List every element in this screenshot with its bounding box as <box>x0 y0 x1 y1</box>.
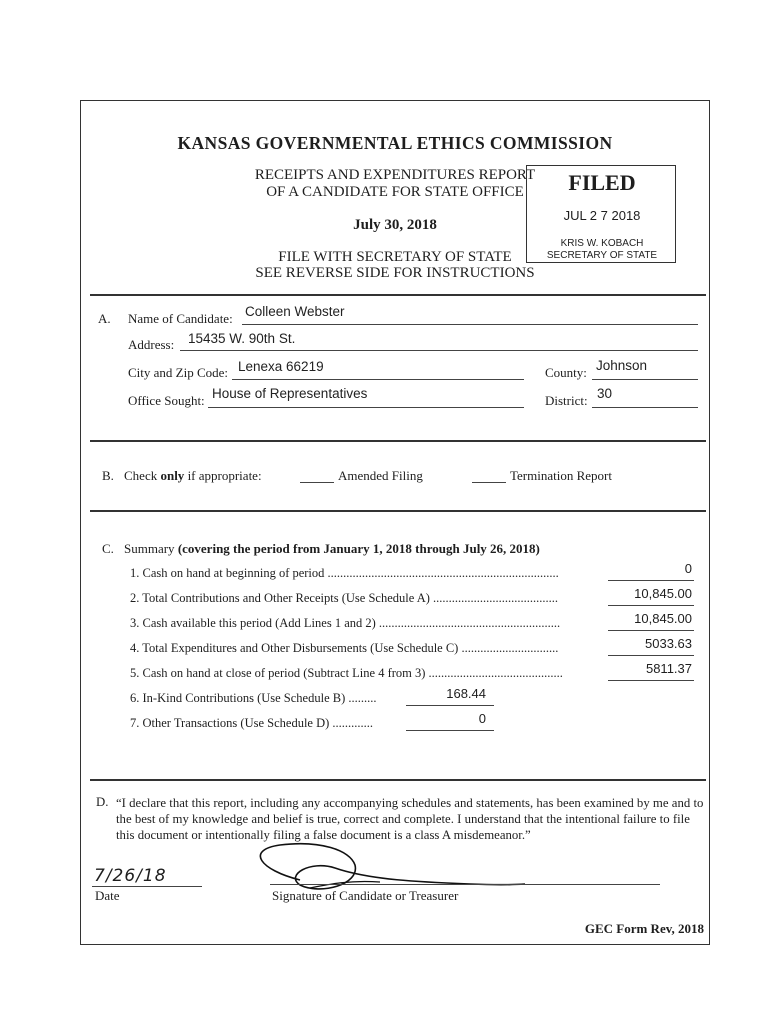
summary-line-5-value: 5811.37 <box>645 661 692 676</box>
district-value: 30 <box>597 386 613 401</box>
office-sought-value: House of Representatives <box>212 386 368 401</box>
candidate-name-value: Colleen Webster <box>245 304 345 319</box>
section-divider <box>90 294 706 296</box>
filed-stamp <box>526 165 676 263</box>
district-line <box>592 407 698 408</box>
section-c-letter: C. <box>102 541 114 556</box>
section-d-letter: D. <box>96 795 109 809</box>
form-revision: GEC Form Rev, 2018 <box>584 921 704 936</box>
summary-line-6-rule <box>406 705 494 706</box>
summary-line-3-rule <box>608 630 694 631</box>
summary-line-3-label: 3. Cash available this period (Add Lines 1 and 2) .......................................................... <box>130 616 561 630</box>
termination-report-label: Termination Report <box>510 468 612 483</box>
amended-checkbox-line[interactable] <box>300 482 334 483</box>
summary-line-4-label: 4. Total Expenditures and Other Disbursements (Use Schedule C) ............................... <box>130 641 559 655</box>
summary-line-2-value: 10,845.00 <box>634 586 692 601</box>
file-with-note: FILE WITH SECRETARY OF STATE <box>278 249 512 265</box>
city-zip-value: Lenexa 66219 <box>238 359 324 374</box>
section-divider <box>90 440 706 442</box>
summary-line-2-rule <box>608 605 694 606</box>
address-line <box>180 350 698 351</box>
commission-title: KANSAS GOVERNMENTAL ETHICS COMMISSION <box>177 133 613 153</box>
summary-heading: Summary (covering the period from January 1, 2018 through July 26, 2018) <box>124 541 540 556</box>
address-label: Address: <box>128 337 175 352</box>
signature-line <box>270 884 660 885</box>
termination-checkbox-line[interactable] <box>472 482 506 483</box>
summary-line-4-rule <box>608 655 694 656</box>
summary-line-7-label: 7. Other Transactions (Use Schedule D) ............. <box>130 716 374 730</box>
city-zip-label: City and Zip Code: <box>128 365 229 380</box>
summary-line-6-value: 168.44 <box>446 686 486 701</box>
county-label: County: <box>545 365 587 380</box>
amended-filing-label: Amended Filing <box>338 468 423 483</box>
summary-line-5-rule <box>608 680 694 681</box>
report-title-line2: OF A CANDIDATE FOR STATE OFFICE <box>266 184 524 200</box>
summary-line-2-label: 2. Total Contributions and Other Receipts (Use Schedule A) ........................................ <box>130 591 559 605</box>
filed-stamp-date: JUL 2 7 2018 <box>563 208 641 223</box>
see-reverse-note: SEE REVERSE SIDE FOR INSTRUCTIONS <box>255 265 535 281</box>
declaration-text: “I declare that this report, including any accompanying schedules and statements, has been examined by me and to the best of my knowledge and belief is true, correct and complete. I understand that the intentional failure to file this document or intentionally filing a false document is a class A misdemeanor.” <box>116 796 704 842</box>
candidate-name-line <box>242 324 698 325</box>
date-label: Date <box>95 888 120 903</box>
candidate-name-label: Name of Candidate: <box>128 311 233 326</box>
summary-line-1-label: 1. Cash on hand at beginning of period .......................................................................... <box>130 566 559 580</box>
summary-line-5-label: 5. Cash on hand at close of period (Subtract Line 4 from 3) ........................................... <box>130 666 563 680</box>
county-value: Johnson <box>596 358 648 373</box>
summary-line-1-rule <box>608 580 694 581</box>
summary-line-3-value: 10,845.00 <box>634 611 692 626</box>
filed-stamp-name: KRIS W. KOBACH <box>560 238 644 249</box>
summary-line-6-label: 6. In-Kind Contributions (Use Schedule B) ......... <box>130 691 377 705</box>
address-value: 15435 W. 90th St. <box>188 331 296 346</box>
city-zip-line <box>232 379 524 380</box>
section-divider <box>90 510 706 512</box>
filed-stamp-title: FILED <box>568 170 636 195</box>
summary-line-4-value: 5033.63 <box>645 636 692 651</box>
office-sought-label: Office Sought: <box>128 393 205 408</box>
office-sought-line <box>208 407 524 408</box>
summary-line-1-value: 0 <box>684 561 692 576</box>
filed-stamp-office: SECRETARY OF STATE <box>546 250 658 261</box>
county-line <box>592 379 698 380</box>
report-title-line1: RECEIPTS AND EXPENDITURES REPORT <box>254 167 536 183</box>
signature-label: Signature of Candidate or Treasurer <box>272 888 459 903</box>
check-instruction: Check only if appropriate: <box>124 468 262 483</box>
section-a-letter: A. <box>98 311 111 326</box>
summary-line-7-value: 0 <box>478 711 486 726</box>
date-line <box>92 886 202 887</box>
report-date: July 30, 2018 <box>353 217 437 233</box>
summary-line-7-rule <box>406 730 494 731</box>
signature-date-value: 7/26/18 <box>94 866 167 886</box>
section-b-letter: B. <box>102 468 114 483</box>
section-divider <box>90 779 706 781</box>
district-label: District: <box>545 393 588 408</box>
